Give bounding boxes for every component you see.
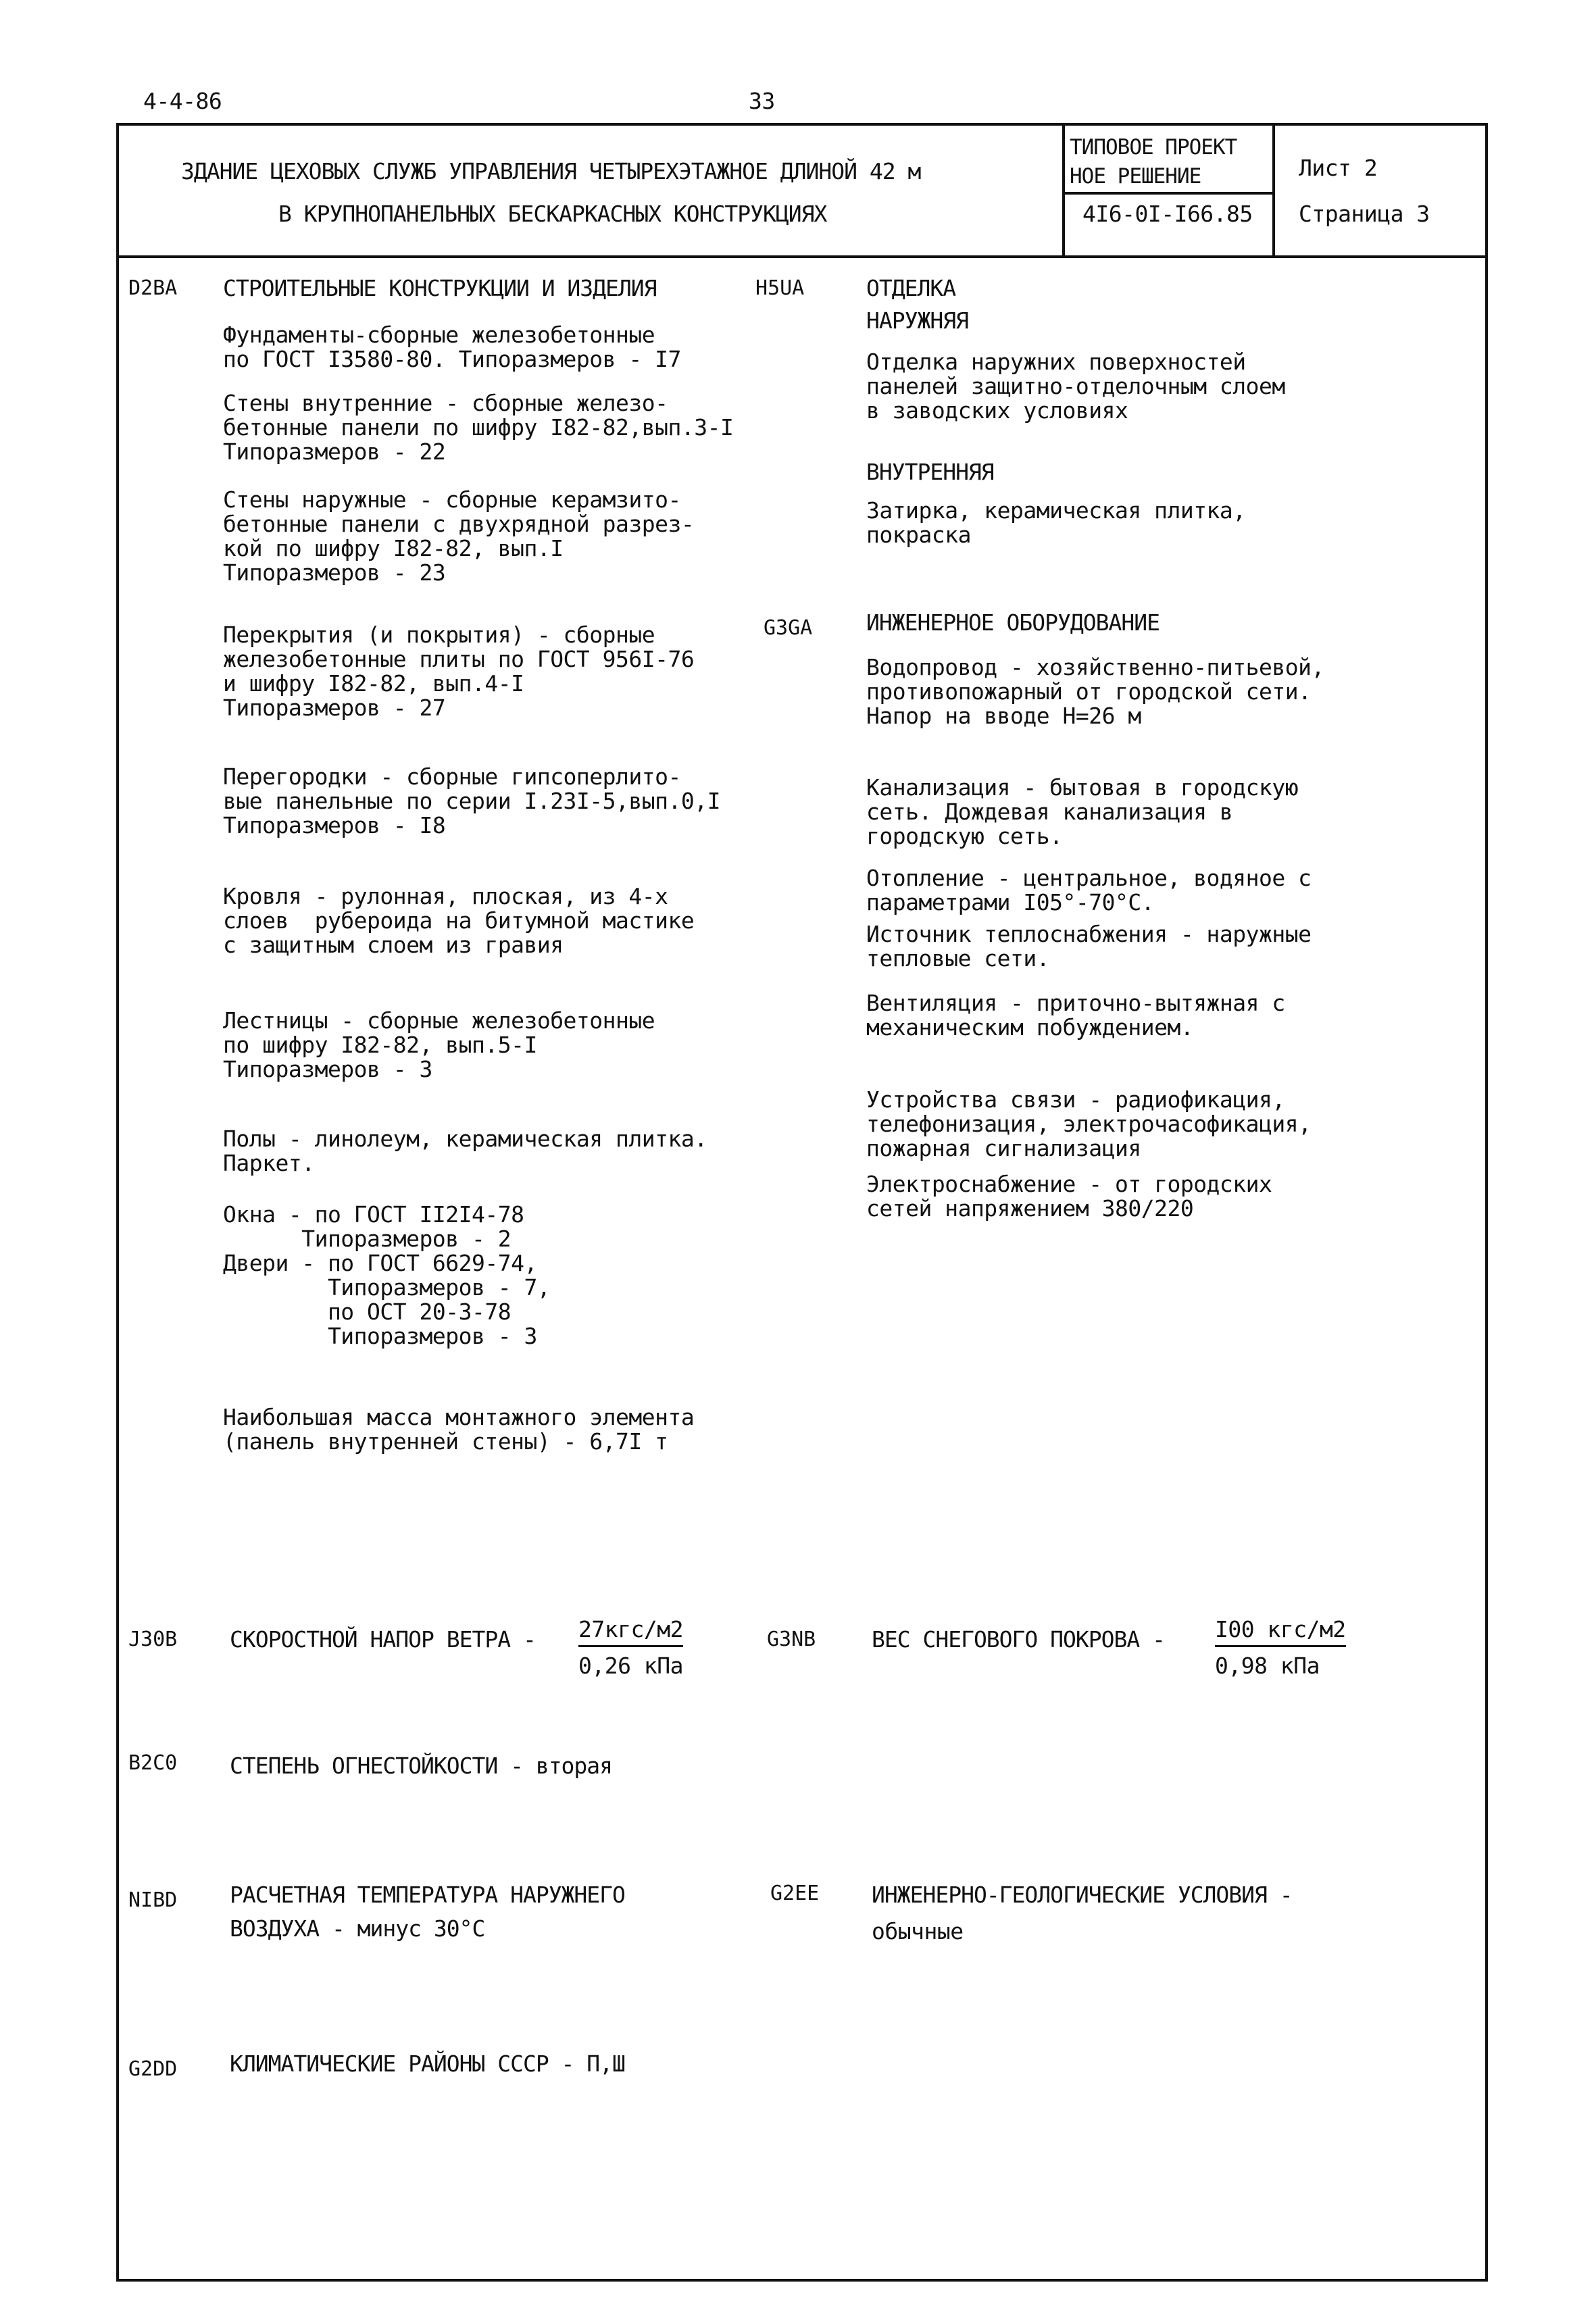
geology-code: G2EE: [770, 1882, 820, 1905]
project-label-divider: [1062, 192, 1274, 195]
structure-item-roofing: Кровля - рулонная, плоская, из 4-х слоев рубероида на битумной мастике с защитным слоем из гравия: [223, 883, 695, 958]
wind-code: J30B: [128, 1628, 178, 1651]
section-heading-engineering: ИНЖЕНЕРНОЕ ОБОРУДОВАНИЕ: [866, 609, 1159, 636]
snow-load-kgf: I00 кгс/м2: [1215, 1616, 1346, 1647]
wind-pressure-kpa: 0,26 кПа: [578, 1653, 683, 1679]
snow-load-label: ВЕС СНЕГОВОГО ПОКРОВА -: [872, 1626, 1165, 1653]
subheading-outer-finishing: НАРУЖНЯЯ: [866, 307, 968, 334]
structure-item-flooring: Полы - линолеум, керамическая плитка. Паркет.: [223, 1126, 707, 1176]
inner-finishing-text: Затирка, керамическая плитка, покраска: [866, 497, 1246, 548]
climate-code: G2DD: [128, 2057, 178, 2081]
snow-load-kpa: 0,98 кПа: [1215, 1653, 1320, 1679]
fire-resistance-text: СТЕПЕНЬ ОГНЕСТОЙКОСТИ - вторая: [230, 1753, 613, 1779]
wind-pressure-value: [578, 1616, 683, 1679]
structure-item-stairs: Лестницы - сборные железобетонные по шифру I82-82, вып.5-I Типоразмеров - 3: [223, 1007, 655, 1082]
snow-load-value: [1215, 1616, 1346, 1679]
structure-item-windows-doors: Окна - по ГОСТ II2I4-78 Типоразмеров - 2 Двери - по ГОСТ 6629-74, Типоразмеров - 7, по ОСТ 20-3-78 Типоразмеров - 3: [223, 1201, 551, 1349]
outdoor-temp-line-2: ВОЗДУХА - минус 30°С: [230, 1915, 485, 1942]
structure-item-max-mass: Наибольшая масса монтажного элемента (панель внутренней стены) - 6,7I т: [223, 1404, 695, 1455]
section-code-engineering: G3GA: [764, 616, 813, 640]
snow-code: G3NB: [767, 1628, 816, 1651]
project-label-line-2: НОЕ РЕШЕНИЕ: [1070, 164, 1201, 188]
project-number: 4I6-0I-I66.85: [1082, 201, 1253, 227]
title-block-separator-2: [1272, 123, 1275, 257]
geology-line-1: ИНЖЕНЕРНО-ГЕОЛОГИЧЕСКИЕ УСЛОВИЯ -: [872, 1882, 1293, 1908]
sheet-number: Лист 2: [1299, 155, 1378, 181]
wind-pressure-label: СКОРОСТНОЙ НАПОР ВЕТРА -: [230, 1626, 536, 1653]
document-title-line-1: ЗДАНИЕ ЦЕХОВЫХ СЛУЖБ УПРАВЛЕНИЯ ЧЕТЫРЕХЭТАЖНОЕ ДЛИНОЙ 42 м: [181, 158, 921, 184]
section-heading-finishing: ОТДЕЛКА: [866, 275, 956, 301]
project-label-line-1: ТИПОВОЕ ПРОЕКТ: [1070, 135, 1237, 159]
wind-pressure-kgf: 27кгс/м2: [578, 1616, 683, 1647]
section-code-finishing: H5UA: [755, 276, 805, 300]
eng-item-communications: Устройства связи - радиофикация, телефонизация, электрочасофикация, пожарная сигнализация: [866, 1086, 1312, 1161]
outdoor-temp-line-1: РАСЧЕТНАЯ ТЕМПЕРАТУРА НАРУЖНЕГО: [230, 1882, 625, 1908]
page-reference: Страница 3: [1299, 201, 1430, 227]
section-code-structures: D2BA: [128, 276, 178, 300]
outer-finishing-text: Отделка наружних поверхностей панелей защитно-отделочным слоем в заводских условиях: [866, 349, 1285, 424]
eng-item-ventilation: Вентиляция - приточно-вытяжная с механическим побуждением.: [866, 990, 1285, 1040]
structure-item-floors: Перекрытия (и покрытия) - сборные железобетонные плиты по ГОСТ 956I-76 и шифру I82-82, вып.4-I Типоразмеров - 27: [223, 622, 695, 721]
document-title-line-2: В КРУПНОПАНЕЛЬНЫХ БЕСКАРКАСНЫХ КОНСТРУКЦИЯХ: [278, 201, 827, 227]
eng-item-power-supply: Электроснабжение - от городских сетей напряжением 380/220: [866, 1171, 1272, 1222]
structure-item-inner-walls: Стены внутренние - сборные железо- бетонные панели по шифру I82-82,вып.3-I Типоразмеров - 22: [223, 390, 734, 465]
section-heading-structures: СТРОИТЕЛЬНЫЕ КОНСТРУКЦИИ И ИЗДЕЛИЯ: [223, 275, 657, 301]
subheading-inner-finishing: ВНУТРЕННЯЯ: [866, 459, 994, 485]
geology-line-2: обычные: [872, 1918, 964, 1944]
eng-item-water-supply: Водопровод - хозяйственно-питьевой, противопожарный от городской сети. Напор на вводе Н=26 м: [866, 654, 1324, 729]
eng-item-heating: Отопление - центральное, водяное с параметрами I05°-70°С.: [866, 865, 1312, 915]
structure-item-foundations: Фундаменты-сборные железобетонные по ГОСТ I3580-80. Типоразмеров - I7: [223, 322, 681, 372]
climate-regions-text: КЛИМАТИЧЕСКИЕ РАЙОНЫ СССР - П,Ш: [230, 2051, 625, 2077]
outdoor-temp-code: NIBD: [128, 1888, 178, 1912]
eng-item-sewerage: Канализация - бытовая в городскую сеть. Дождевая канализация в городскую сеть.: [866, 774, 1299, 849]
structure-item-partitions: Перегородки - сборные гипсоперлито- вые панельные по серии I.23I-5,вып.0,I Типоразмеров - I8: [223, 763, 720, 838]
fire-resistance-code: B2C0: [128, 1751, 178, 1775]
page-number: 33: [749, 88, 775, 114]
eng-item-heat-source: Источник теплоснабжения - наружные тепловые сети.: [866, 921, 1312, 972]
title-block-separator-1: [1062, 123, 1065, 257]
title-block-divider: [116, 255, 1488, 258]
document-code: 4-4-86: [143, 88, 222, 114]
structure-item-outer-walls: Стены наружные - сборные керамзито- бетонные панели с двухрядной разрез- кой по шифру I82-82, вып.I Типоразмеров - 23: [223, 486, 695, 586]
